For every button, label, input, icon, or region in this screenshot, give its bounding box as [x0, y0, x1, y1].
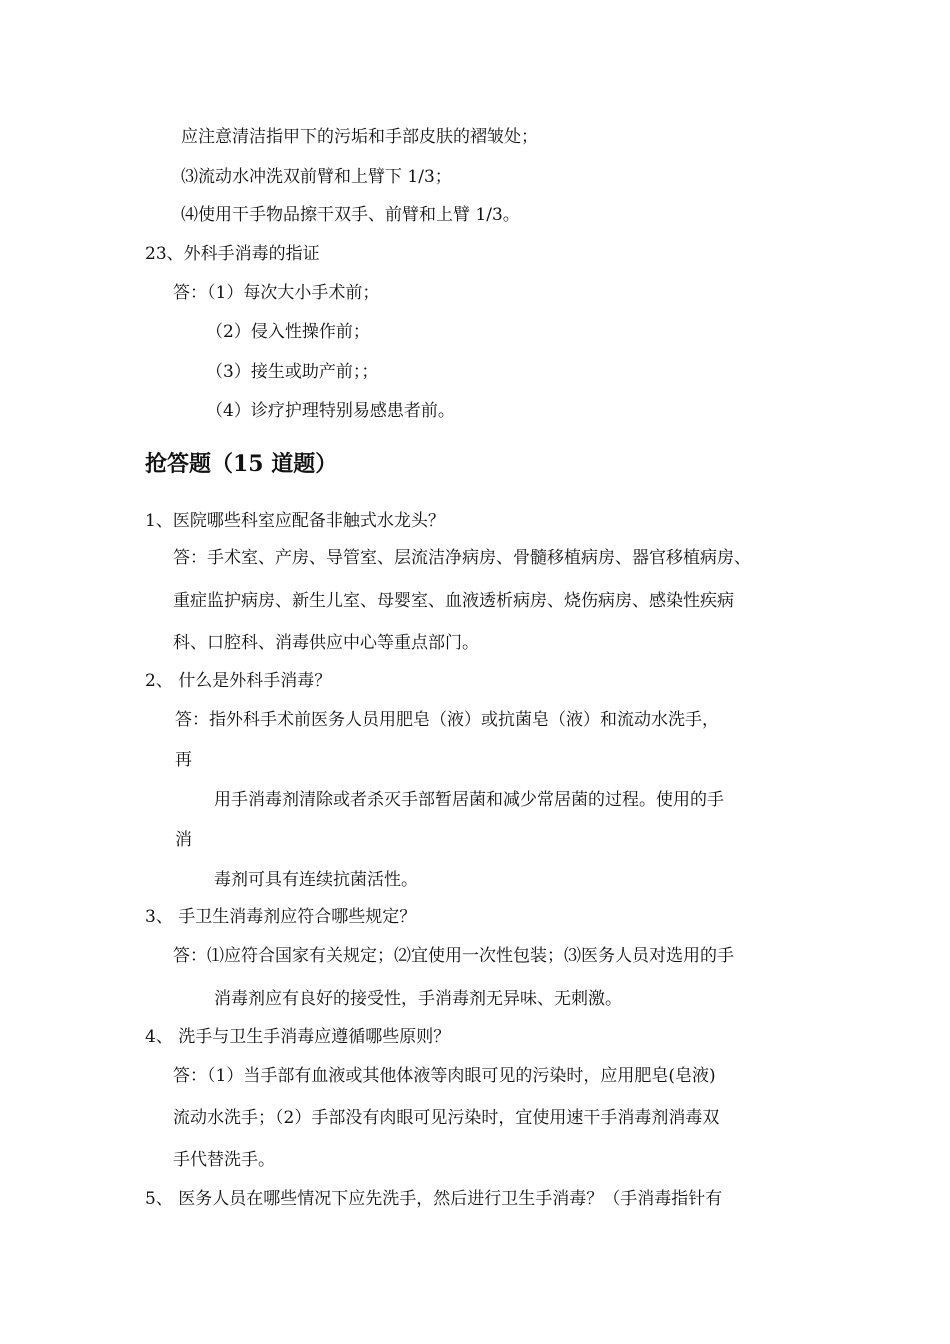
question-title: 2、 什么是外科手消毒？ [145, 671, 332, 691]
text-line: （4）诊疗护理特别易感患者前。 [206, 401, 455, 421]
text-line: （2）侵入性操作前； [206, 322, 370, 342]
section-title: 抢答题（15 道题） [145, 451, 338, 477]
answer-line: 流动水洗手；（2）手部没有肉眼可见污染时，宜使用速干手消毒剂消毒双 [173, 1108, 720, 1128]
answer-line: 毒剂可具有连续抗菌活性。 [214, 870, 418, 890]
question-title: 5、 医务人员在哪些情况下应先洗手，然后进行卫生手消毒？（手消毒指针有 [145, 1189, 723, 1209]
answer-line: 答：手术室、产房、导管室、层流洁净病房、骨髓移植病房、器官移植病房、 [173, 548, 751, 568]
answer-line: 答：⑴应符合国家有关规定；⑵宜使用一次性包装；⑶医务人员对选用的手 [173, 946, 734, 966]
text-line: 答：（1）每次大小手术前； [173, 283, 380, 303]
question-title: 3、 手卫生消毒剂应符合哪些规定？ [145, 907, 417, 927]
answer-line: 消毒剂应有良好的接受性，手消毒剂无异味、无刺激。 [214, 989, 622, 1009]
answer-line: 再 [175, 750, 192, 770]
answer-line: 用手消毒剂清除或者杀灭手部暂居菌和减少常居菌的过程。使用的手 [214, 790, 724, 810]
text-line: ⑷使用干手物品擦干双手、前臂和上臂 1/3。 [181, 205, 520, 225]
question-title: 1、医院哪些科室应配备非触式水龙头？ [145, 511, 445, 531]
text-line: 23、外科手消毒的指证 [145, 244, 320, 264]
answer-line: 重症监护病房、新生儿室、母婴室、血液透析病房、烧伤病房、感染性疾病 [173, 591, 734, 611]
answer-line: 答：指外科手术前医务人员用肥皂（液）或抗菌皂（液）和流动水洗手， [175, 710, 719, 730]
answer-line: 答：（1）当手部有血液或其他体液等肉眼可见的污染时，应用肥皂(皂液) [173, 1066, 716, 1086]
text-line: 应注意清洁指甲下的污垢和手部皮肤的褶皱处； [181, 127, 538, 147]
text-line: ⑶流动水冲洗双前臂和上臂下 1/3； [181, 167, 452, 187]
question-title: 4、 洗手与卫生手消毒应遵循哪些原则？ [145, 1027, 451, 1047]
text-line: （3）接生或助产前；； [206, 362, 379, 382]
answer-line: 科、口腔科、消毒供应中心等重点部门。 [173, 633, 479, 653]
answer-line: 消 [175, 830, 192, 850]
answer-line: 手代替洗手。 [173, 1150, 275, 1170]
